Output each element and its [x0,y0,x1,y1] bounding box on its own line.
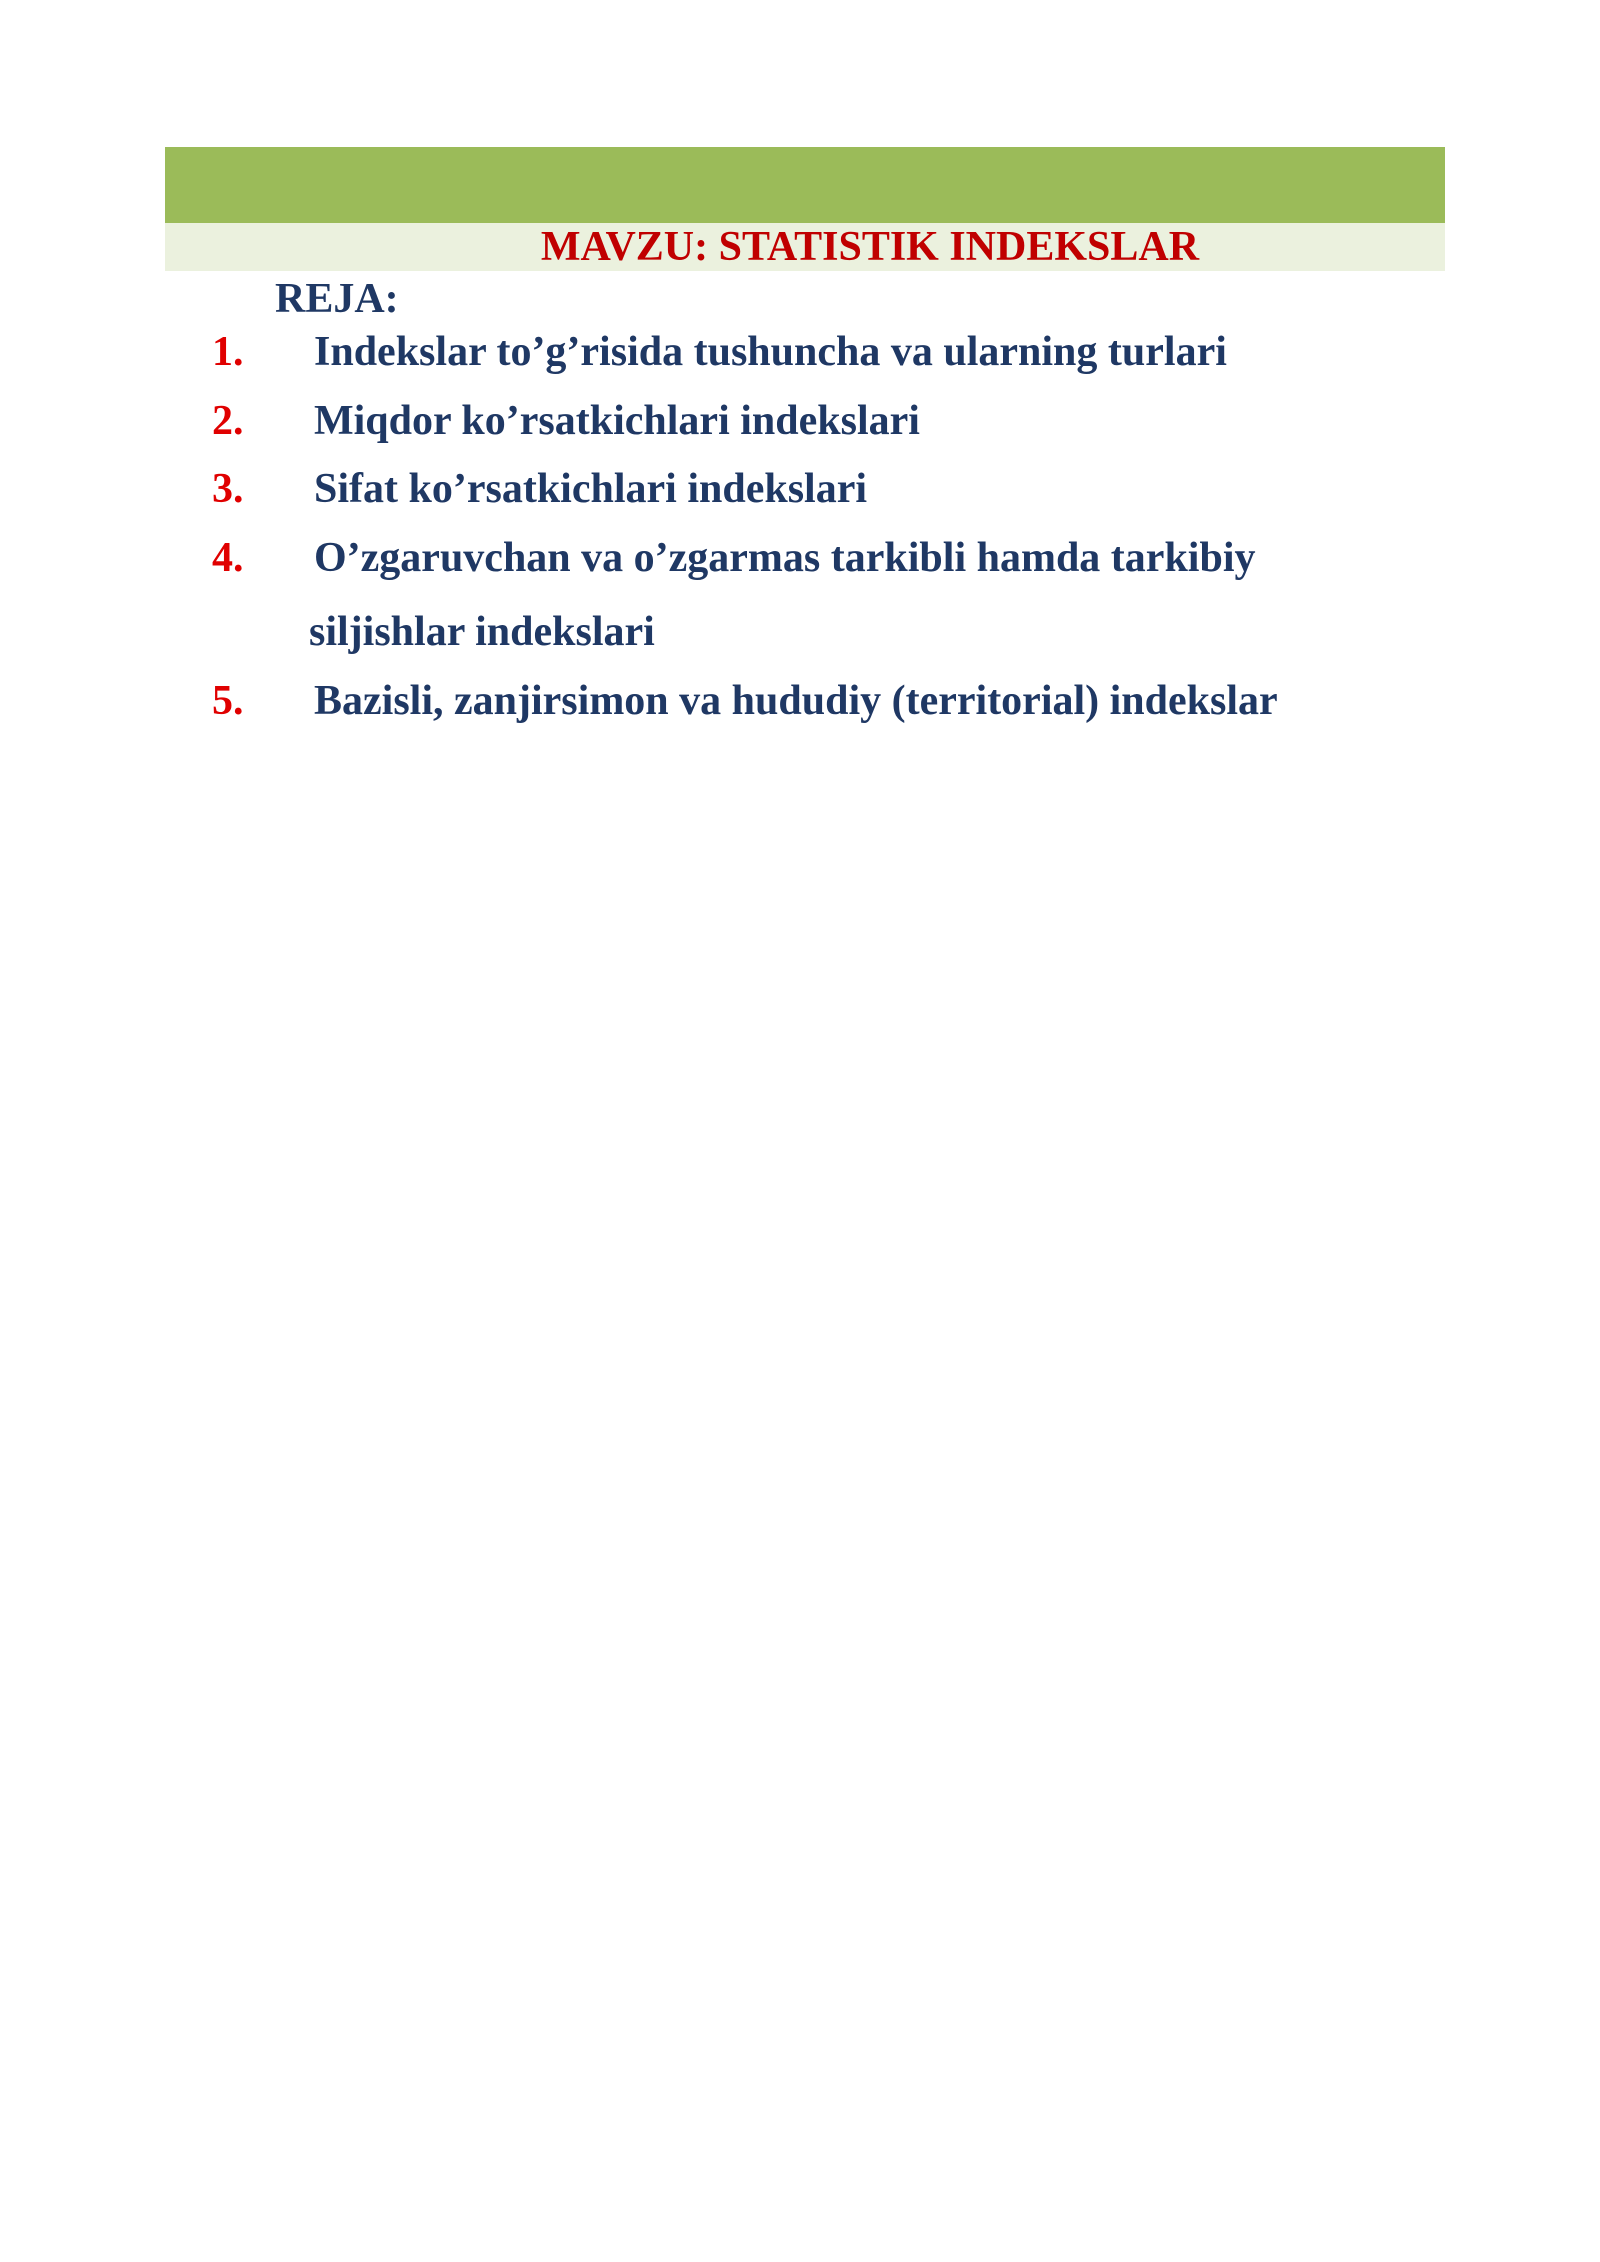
page-title: MAVZU: STATISTIK INDEKSLAR [540,224,1200,270]
plan-item-text: Sifat ko’rsatkichlari indekslari [314,466,868,512]
header-bar [165,147,1445,223]
plan-item-text: O’zgaruvchan va o’zgarmas tarkibli hamda tarkibiy [314,535,1256,581]
plan-item-number: 1. [212,329,244,375]
plan-item-number: 5. [212,678,244,724]
plan-item-text: Miqdor ko’rsatkichlari indekslari [314,398,920,444]
plan-item-text: Indekslar to’g’risida tushuncha va ularning turlari [314,329,1227,375]
plan-label: REJA: [275,276,399,322]
plan-item-number: 3. [212,466,244,512]
plan-item-4-continuation: siljishlar indekslari [309,609,655,655]
plan-item-number: 2. [212,398,244,444]
plan-item-number: 4. [212,535,244,581]
plan-item-text: Bazisli, zanjirsimon va hududiy (territorial) indekslar [314,678,1278,724]
